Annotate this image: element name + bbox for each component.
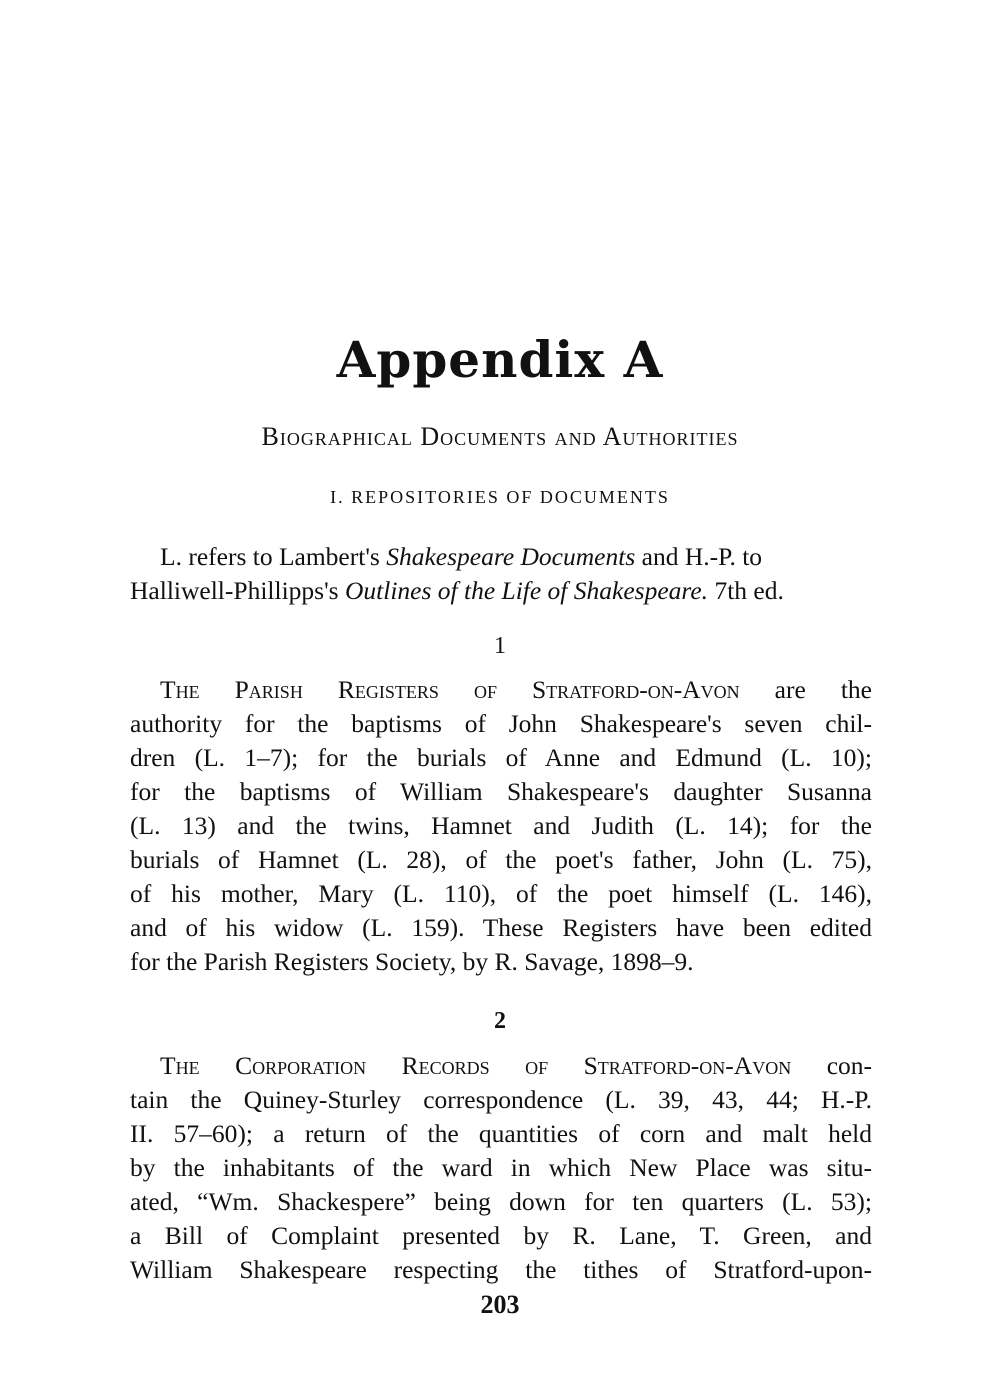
intro-paragraph bbox=[130, 540, 872, 608]
title-shakespeare-documents: Shakespeare Documents bbox=[386, 542, 636, 571]
appendix-subtitle: Biographical Documents and Authorities bbox=[261, 422, 739, 451]
paragraph-line: ated, “Wm. Shackespere” being down for ten quarters (L. 53); bbox=[130, 1187, 872, 1216]
paragraph-line: dren (L. 1–7); for the burials of Anne and Edmund (L. 10); bbox=[130, 743, 872, 772]
section-lead-heading: The Parish Registers of Stratford-on-Avon bbox=[160, 675, 740, 704]
paragraph-line: (L. 13) and the twins, Hamnet and Judith (L. 14); for the bbox=[130, 811, 872, 840]
page-number: 203 bbox=[480, 1290, 520, 1319]
intro-line: L. refers to Lambert's Shakespeare Documents and H.-P. to bbox=[160, 542, 763, 571]
paragraph-line: for the baptisms of William Shakespeare's daughter Susanna bbox=[130, 777, 872, 806]
section-paragraph bbox=[130, 673, 872, 979]
paragraph-line: for the Parish Registers Society, by R. Savage, 1898–9. bbox=[130, 947, 694, 976]
paragraph-line: a Bill of Complaint presented by R. Lane, T. Green, and bbox=[130, 1221, 872, 1250]
paragraph-line: and of his widow (L. 159). These Registers have been edited bbox=[130, 913, 872, 942]
title-outlines-of-the-life: Outlines of the Life of Shakespeare. bbox=[344, 576, 709, 605]
paragraph-line: II. 57–60); a return of the quantities of corn and malt held bbox=[130, 1119, 872, 1148]
paragraph-line: William Shakespeare respecting the tithes of Stratford-upon- bbox=[130, 1255, 872, 1284]
paragraph-line: burials of Hamnet (L. 28), of the poet's father, John (L. 75), bbox=[130, 845, 872, 874]
section-number: 1 bbox=[494, 633, 506, 659]
section-paragraph bbox=[130, 1049, 872, 1287]
intro-line: Halliwell-Phillipps's Outlines of the Life of Shakespeare. 7th ed. bbox=[130, 576, 784, 605]
appendix-title: Appendix A bbox=[336, 330, 664, 389]
paragraph-line: authority for the baptisms of John Shakespeare's seven chil- bbox=[130, 709, 872, 738]
paragraph-line: tain the Quiney-Sturley correspondence (L. 39, 43, 44; H.-P. bbox=[130, 1085, 872, 1114]
section-number: 2 bbox=[494, 1008, 506, 1034]
paragraph-line: of his mother, Mary (L. 110), of the poet himself (L. 146), bbox=[130, 879, 872, 908]
section-lead-heading: The Corporation Records of Stratford-on-Avon bbox=[160, 1051, 792, 1080]
paragraph-line: by the inhabitants of the ward in which New Place was situ- bbox=[130, 1153, 872, 1182]
section-heading: I. REPOSITORIES OF DOCUMENTS bbox=[330, 487, 670, 507]
paragraph-line: The Parish Registers of Stratford-on-Avon are the bbox=[160, 675, 872, 704]
paragraph-line: The Corporation Records of Stratford-on-Avon con- bbox=[160, 1051, 873, 1080]
